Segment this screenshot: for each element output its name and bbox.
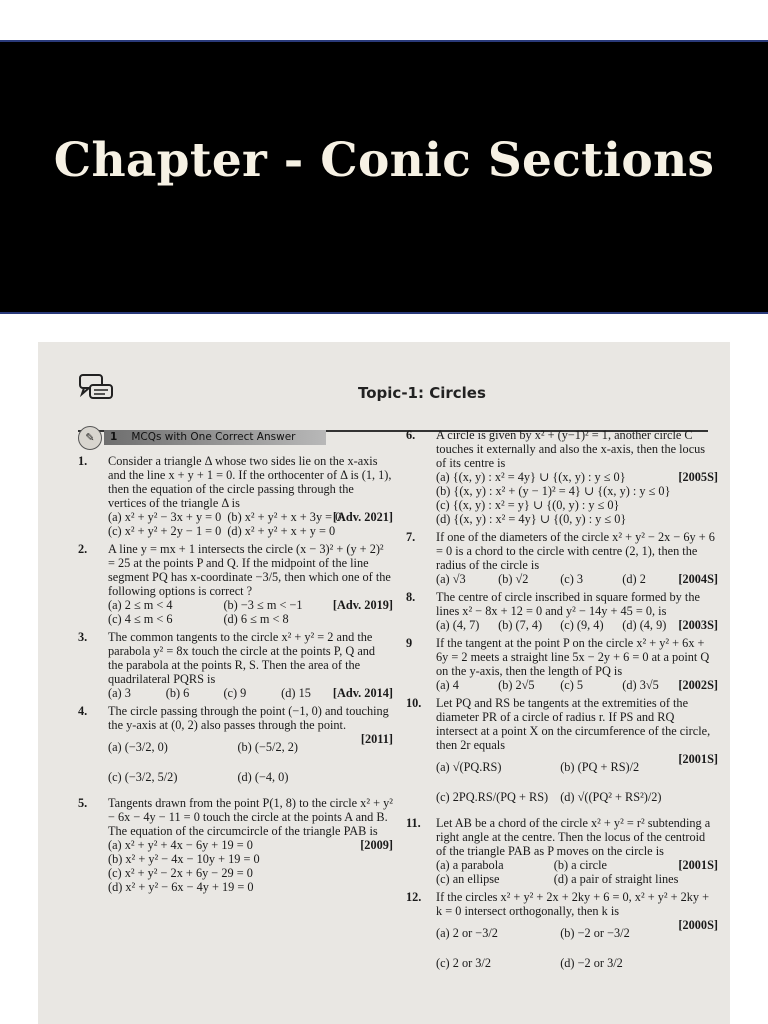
options: (a) (4, 7) (b) (7, 4) (c) (9, 4) (d) (4, 9)	[436, 618, 667, 632]
year-tag: [2004S]	[678, 572, 718, 586]
year-tag: [Adv. 2019]	[332, 598, 393, 612]
options: (a) 4 (b) 2√5 (c) 5 (d) 3√5	[436, 678, 659, 692]
question: 11. Let AB be a chord of the circle x² + y² = r² subtending a right angle at the centre. Then the locus of the centroid of the triangle PAB as P moves on the circle is [2001S] (a) a parabola (b) a circle (c) an ellipse (d) a pair of straight lines	[406, 816, 718, 886]
options: (a) 2 or −3/2 (b) −2 or −3/2 (c) 2 or 3/2 (d) −2 or 3/2	[436, 926, 630, 970]
year-tag: [2011]	[360, 732, 393, 746]
options: (a) √3 (b) √2 (c) 3 (d) 2	[436, 572, 646, 586]
year-tag: [Adv. 2014]	[332, 686, 393, 700]
question: 2. A line y = mx + 1 intersects the circle (x − 3)² + (y + 2)² = 25 at the points P and Q. If the midpoint of the line segment PQ has x-coordinate −3/5, then which one of the following options is correct ? [Adv. 2019] (a) 2 ≤ m < 4 (b) −3 ≤ m < −1 (c) 4 ≤ m < 6 (d) 6 ≤ m < 8	[78, 542, 393, 626]
question: 7. If one of the diameters of the circle x² + y² − 2x − 6y + 6 = 0 is a chord to the circle with centre (2, 1), then the radius of the circle is [2004S] (a) √3 (b) √2 (c) 3 (d) 2	[406, 530, 718, 586]
section-label: MCQs with One Correct Answer	[131, 431, 296, 443]
options: (a) (−3/2, 0) (b) (−5/2, 2) (c) (−3/2, 5/2) (d) (−4, 0)	[108, 740, 298, 784]
section-header	[78, 426, 393, 450]
year-tag: [Adv. 2021]	[332, 510, 393, 524]
question: 3. The common tangents to the circle x² + y² = 2 and the parabola y² = 8x touch the circle at the points P, Q and the parabola at the points R, S. Then the area of the quadrilateral PQRS is [Adv. 2014] (a) 3 (b) 6 (c) 9 (d) 15	[78, 630, 393, 700]
options: (a) {(x, y) : x² = 4y} ∪ {(x, y) : y ≤ 0} (b) {(x, y) : x² + (y − 1)² = 4} ∪ {(x, y) : y ≤ 0} (c) {(x, y) : x² = y} ∪ {(0, y) : y ≤ 0} (d) {(x, y) : x² = 4y} ∪ {(0, y) : y ≤ 0}	[436, 470, 671, 526]
year-tag: [2001S]	[678, 752, 718, 766]
year-tag: [2009]	[360, 838, 393, 852]
question: 1. Consider a triangle Δ whose two sides lie on the x-axis and the line x + y + 1 = 0. If the orthocenter of Δ is (1, 1), then the equation of the circle passing through the vertices of the triangle Δ is [Adv. 2021] (a) x² + y² − 3x + y = 0 (b) x² + y² + x + 3y = 0 (c) x² + y² + 2y − 1 = 0 (d) x² + y² + x + y = 0	[78, 454, 393, 538]
topic-header	[38, 372, 730, 408]
section-number: 1	[110, 431, 118, 443]
topic-title: Topic-1: Circles	[358, 384, 486, 402]
chat-bubbles-icon	[78, 372, 116, 404]
year-tag: [2003S]	[678, 618, 718, 632]
scanned-page	[38, 342, 730, 1024]
year-tag: [2005S]	[678, 470, 718, 484]
question: 6. A circle is given by x² + (y−1)² = 1, another circle C touches it externally and also the x-axis, then the locus of its centre is [2005S] (a) {(x, y) : x² = 4y} ∪ {(x, y) : y ≤ 0} (b) {(x, y) : x² + (y − 1)² = 4} ∪ {(x, y) : y ≤ 0} (c) {(x, y) : x² = y} ∪ {(0, y) : y ≤ 0} (d) {(x, y) : x² = 4y} ∪ {(0, y) : y ≤ 0}	[406, 428, 718, 526]
question: 4. The circle passing through the point (−1, 0) and touching the y-axis at (0, 2) also passes through the point. [2011] (a) (−3/2, 0) (b) (−5/2, 2) (c) (−3/2, 5/2) (d) (−4, 0)	[78, 704, 393, 792]
question: 12. If the circles x² + y² + 2x + 2ky + 6 = 0, x² + y² + 2ky + k = 0 intersect orthogonally, then k is [2000S] (a) 2 or −3/2 (b) −2 or −3/2 (c) 2 or 3/2 (d) −2 or 3/2	[406, 890, 718, 978]
question: 9 If the tangent at the point P on the circle x² + y² + 6x + 6y = 2 meets a straight line 5x − 2y + 6 = 0 at a point Q on the y-axis, then the length of PQ is [2002S] (a) 4 (b) 2√5 (c) 5 (d) 3√5	[406, 636, 718, 692]
right-column	[406, 428, 718, 982]
options: (a) 2 ≤ m < 4 (b) −3 ≤ m < −1 (c) 4 ≤ m < 6 (d) 6 ≤ m < 8	[108, 598, 303, 626]
chapter-banner	[0, 40, 768, 314]
book-icon: ✎	[78, 426, 102, 450]
question: 5. Tangents drawn from the point P(1, 8) to the circle x² + y² − 6x − 4y − 11 = 0 touch the circle at the points A and B. The equation of the circumcircle of the triangle PAB is [2009] (a) x² + y² + 4x − 6y + 19 = 0 (b) x² + y² − 4x − 10y + 19 = 0 (c) x² + y² − 2x + 6y − 29 = 0 (d) x² + y² − 6x − 4y + 19 = 0	[78, 796, 393, 894]
options: (a) 3 (b) 6 (c) 9 (d) 15	[108, 686, 311, 700]
chapter-title: Chapter - Conic Sections	[53, 132, 715, 188]
options: (a) a parabola (b) a circle (c) an ellipse (d) a pair of straight lines	[436, 858, 679, 886]
options: (a) x² + y² + 4x − 6y + 19 = 0 (b) x² + y² − 4x − 10y + 19 = 0 (c) x² + y² − 2x + 6y − 29 = 0 (d) x² + y² − 6x − 4y + 19 = 0	[108, 838, 260, 894]
options: (a) √(PQ.RS) (b) (PQ + RS)/2 (c) 2PQ.RS/(PQ + RS) (d) √((PQ² + RS²)/2)	[436, 760, 662, 804]
year-tag: [2001S]	[678, 858, 718, 872]
year-tag: [2002S]	[678, 678, 718, 692]
year-tag: [2000S]	[678, 918, 718, 932]
section-bar	[104, 430, 326, 445]
options: (a) x² + y² − 3x + y = 0 (b) x² + y² + x + 3y = 0 (c) x² + y² + 2y − 1 = 0 (d) x² + y² + x + y = 0	[108, 510, 342, 538]
left-column	[78, 426, 393, 898]
question: 8. The centre of circle inscribed in square formed by the lines x² − 8x + 12 = 0 and y² − 14y + 45 = 0, is [2003S] (a) (4, 7) (b) (7, 4) (c) (9, 4) (d) (4, 9)	[406, 590, 718, 632]
question: 10. Let PQ and RS be tangents at the extremities of the diameter PR of a circle of radius r. If PS and RQ intersect at a point X on the circumference of the circle, then 2r equals [2001S] (a) √(PQ.RS) (b) (PQ + RS)/2 (c) 2PQ.RS/(PQ + RS) (d) √((PQ² + RS²)/2)	[406, 696, 718, 812]
